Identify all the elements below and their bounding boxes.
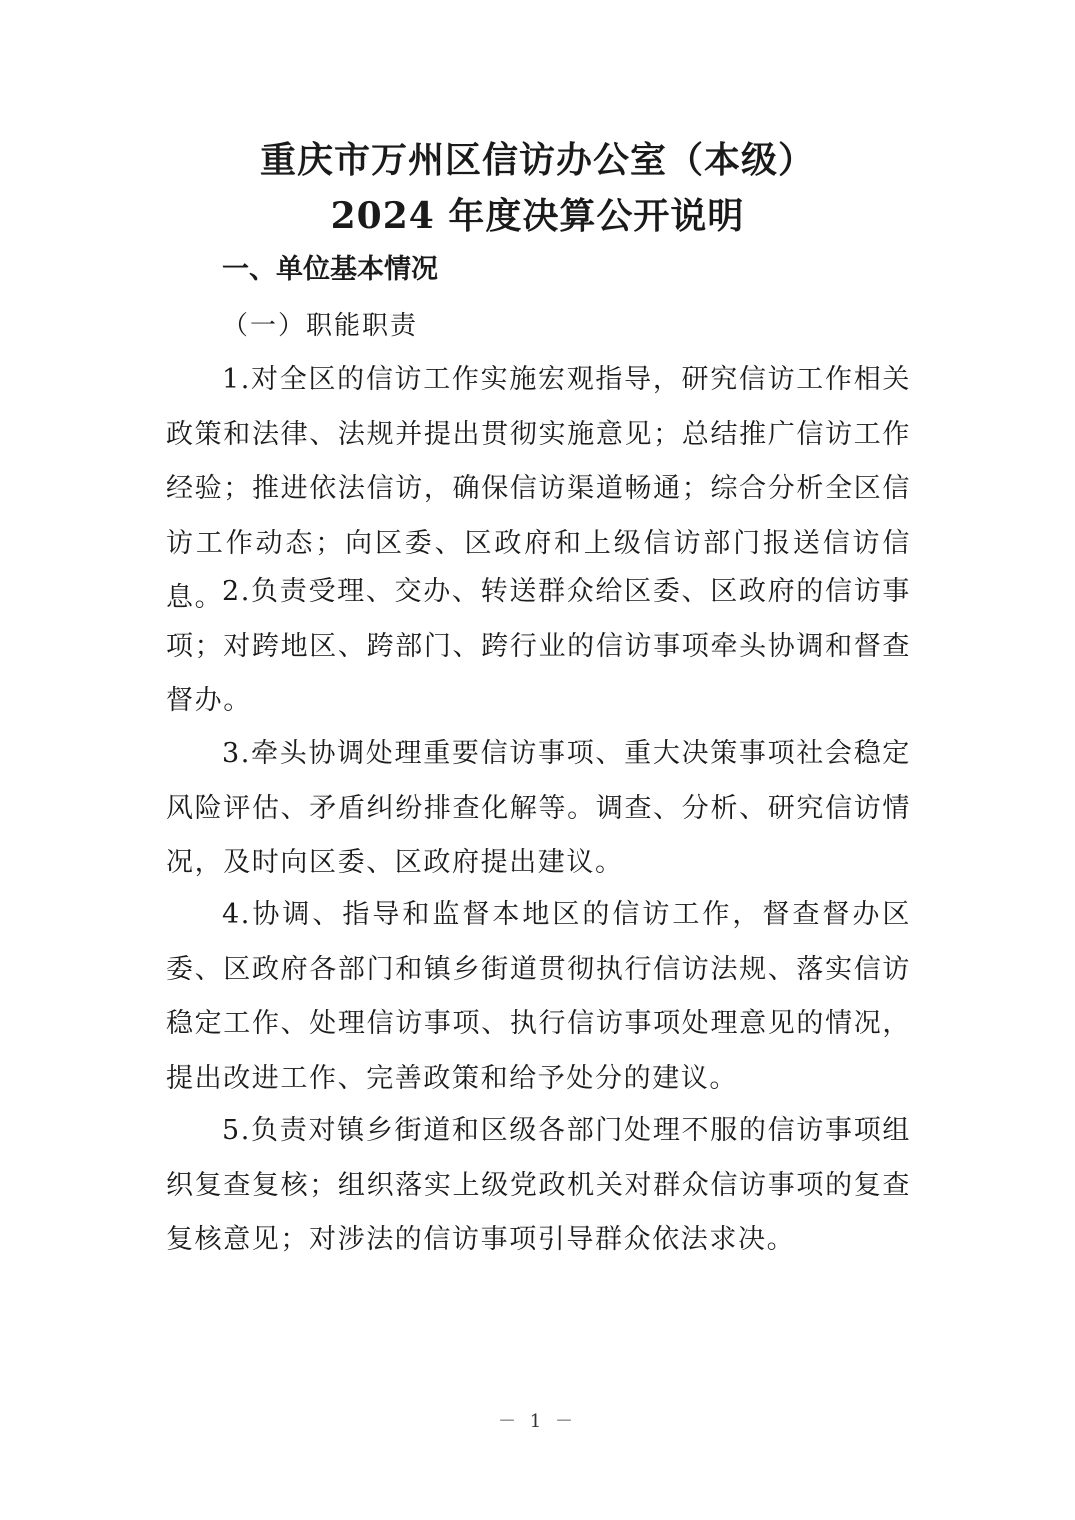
page-number: － 1 － bbox=[498, 1411, 577, 1432]
duty-paragraph-3: 3.牵头协调处理重要信访事项、重大决策事项社会稳定风险评估、矛盾纠纷排查化解等。调查、分析、研究信访情况，及时向区委、区政府提出建议。 bbox=[166, 738, 911, 878]
section-heading: 一、单位基本情况 bbox=[222, 254, 438, 285]
document-title-line2: 2024 年度决算公开说明 bbox=[330, 195, 745, 237]
duty-paragraph-1: 1.对全区的信访工作实施宏观指导，研究信访工作相关政策和法律、法规并提出贯彻实施意见；总结推广信访工作经验；推进依法信访，确保信访渠道畅通；综合分析全区信访工作动态；向区委、区政府和上级信访部门报送信访信息。 bbox=[166, 364, 911, 613]
duty-paragraph-5: 5.负责对镇乡街道和区级各部门处理不服的信访事项组织复查复核；组织落实上级党政机关对群众信访事项的复查复核意见；对涉法的信访事项引导群众依法求决。 bbox=[166, 1115, 911, 1255]
duty-paragraph-4: 4.协调、指导和监督本地区的信访工作，督查督办区委、区政府各部门和镇乡街道贯彻执行信访法规、落实信访稳定工作、处理信访事项、执行信访事项处理意见的情况，提出改进工作、完善政策和给予处分的建议。 bbox=[166, 899, 911, 1094]
duty-paragraph-2: 2.负责受理、交办、转送群众给区委、区政府的信访事项；对跨地区、跨部门、跨行业的信访事项牵头协调和督查督办。 bbox=[166, 576, 911, 716]
subsection-heading: （一）职能职责 bbox=[222, 311, 419, 341]
document-title-line1: 重庆市万州区信访办公室（本级） bbox=[259, 139, 815, 181]
